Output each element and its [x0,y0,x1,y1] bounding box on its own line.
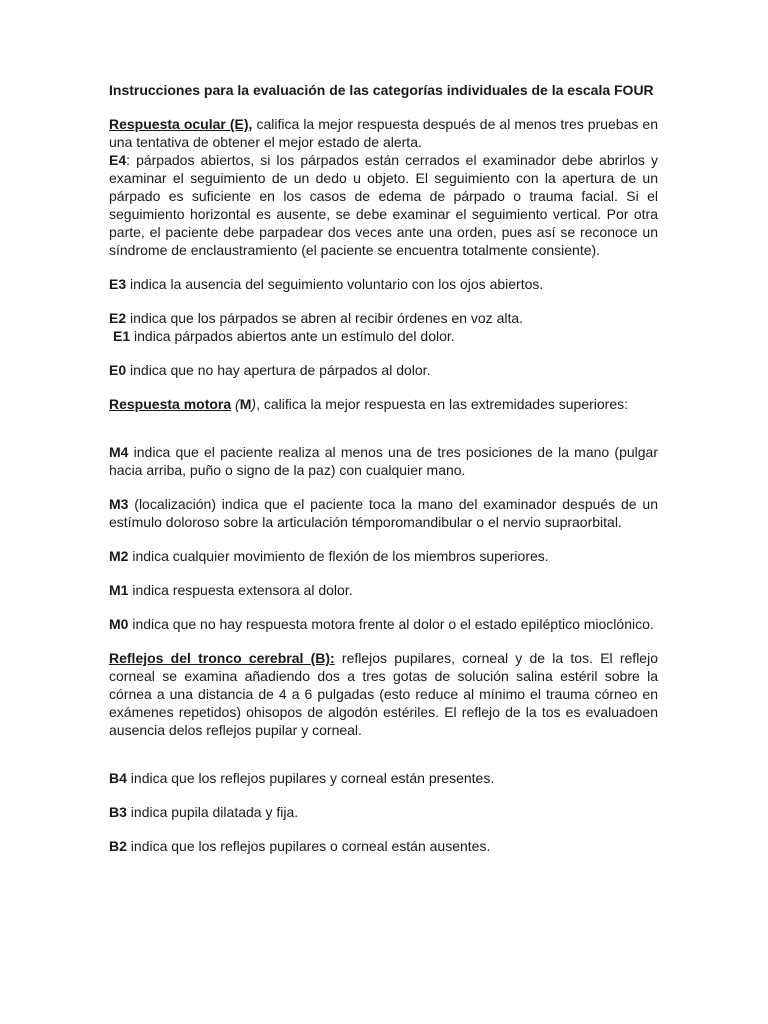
m2-text: indica cualquier movimiento de flexión de los miembros superiores. [128,548,549,564]
m2-code: M2 [109,548,129,564]
m1-text: indica respuesta extensora al dolor. [128,582,353,598]
m1-paragraph [109,581,658,599]
e2-code: E2 [109,310,127,326]
e0-code: E0 [109,362,127,378]
m0-code: M0 [109,616,129,632]
b2-paragraph [109,837,658,855]
b3-paragraph [109,803,658,821]
ocular-intro-paragraph [109,115,658,259]
e1-text: indica párpados abiertos ante un estímulo del dolor. [130,328,455,344]
motor-paren-close: ) [251,396,257,412]
e2-text: indica que los párpados se abren al recibir órdenes en voz alta. [126,310,524,326]
motor-intro-paragraph [109,395,658,413]
motor-heading: Respuesta motora [109,396,232,412]
m4-paragraph [109,443,658,479]
m4-text: indica que el paciente realiza al menos una de tres posiciones de la mano (pulgar hacia arriba, puño o signo de la paz) con cualquier mano. [109,444,658,478]
e4-code: E4 [109,152,127,168]
m3-paragraph [109,495,658,531]
m4-code: M4 [109,444,129,460]
e2-paragraph [109,309,658,327]
ocular-heading: Respuesta ocular (E), [109,116,253,132]
document-title: Instrucciones para la evaluación de las categorías individuales de la escala FOUR [109,82,654,98]
e3-code: E3 [109,276,127,292]
b4-text: indica que los reflejos pupilares y corneal están presentes. [126,770,495,786]
brainstem-intro: reflejos pupilares, corneal y de la tos. El reflejo corneal se examina añadiendo dos a tres gotas de solución salina estéril sobre la córnea a una distancia de 4 a 6 pulgadas (esto reduce al mínimo el trauma córneo en exámenes repetidos) ohisopos de algodón estériles. El reflejo de la tos es evaluadoen ausencia delos reflejos pupilar y corneal. [109,650,658,738]
e3-text: indica la ausencia del seguimiento voluntario con los ojos abiertos. [126,276,544,292]
e4-text: : párpados abiertos, si los párpados están cerrados el examinador debe abrirlos y examinar el seguimiento de un dedo u objeto. El seguimiento con la apertura de un párpado es suficiente en los casos de edema de párpado o trauma facial. Si el seguimiento horizontal es ausente, se debe examinar el seguimiento vertical. Por otra parte, el paciente debe parpadear dos veces ante una orden, pues así se reconoce un síndrome de enclaustramiento (el paciente se encuentra totalmente consiente). [109,152,658,258]
motor-intro: , califica la mejor respuesta en las extremidades superiores: [256,396,629,412]
m2-paragraph [109,547,658,565]
b4-paragraph [109,769,658,787]
m0-text: indica que no hay respuesta motora frente al dolor o el estado epiléptico mioclónico. [128,616,654,632]
e1-paragraph [109,327,658,345]
e1-code: E1 [113,328,131,344]
b3-code: B3 [109,804,127,820]
b2-code: B2 [109,838,127,854]
b3-text: indica pupila dilatada y fija. [126,804,299,820]
brainstem-heading: Reflejos del tronco cerebral (B): [109,650,335,666]
e0-text: indica que no hay apertura de párpados al dolor. [126,362,431,378]
e3-paragraph [109,275,658,293]
m3-text: (localización) indica que el paciente toca la mano del examinador después de un estímulo doloroso sobre la articulación témporomandibular o el nervio supraorbital. [109,496,658,530]
document-page [109,81,658,855]
m3-code: M3 [109,496,129,512]
motor-paren-letter: M [239,396,252,412]
motor-paren-open: ( [231,396,240,412]
b2-text: indica que los reflejos pupilares o corneal están ausentes. [126,838,491,854]
m0-paragraph [109,615,658,633]
ocular-intro: califica la mejor respuesta después de al menos tres pruebas en una tentativa de obtener el mejor estado de alerta. [109,116,658,150]
brainstem-intro-paragraph [109,649,658,739]
m1-code: M1 [109,582,129,598]
b4-code: B4 [109,770,127,786]
e0-paragraph [109,361,658,379]
